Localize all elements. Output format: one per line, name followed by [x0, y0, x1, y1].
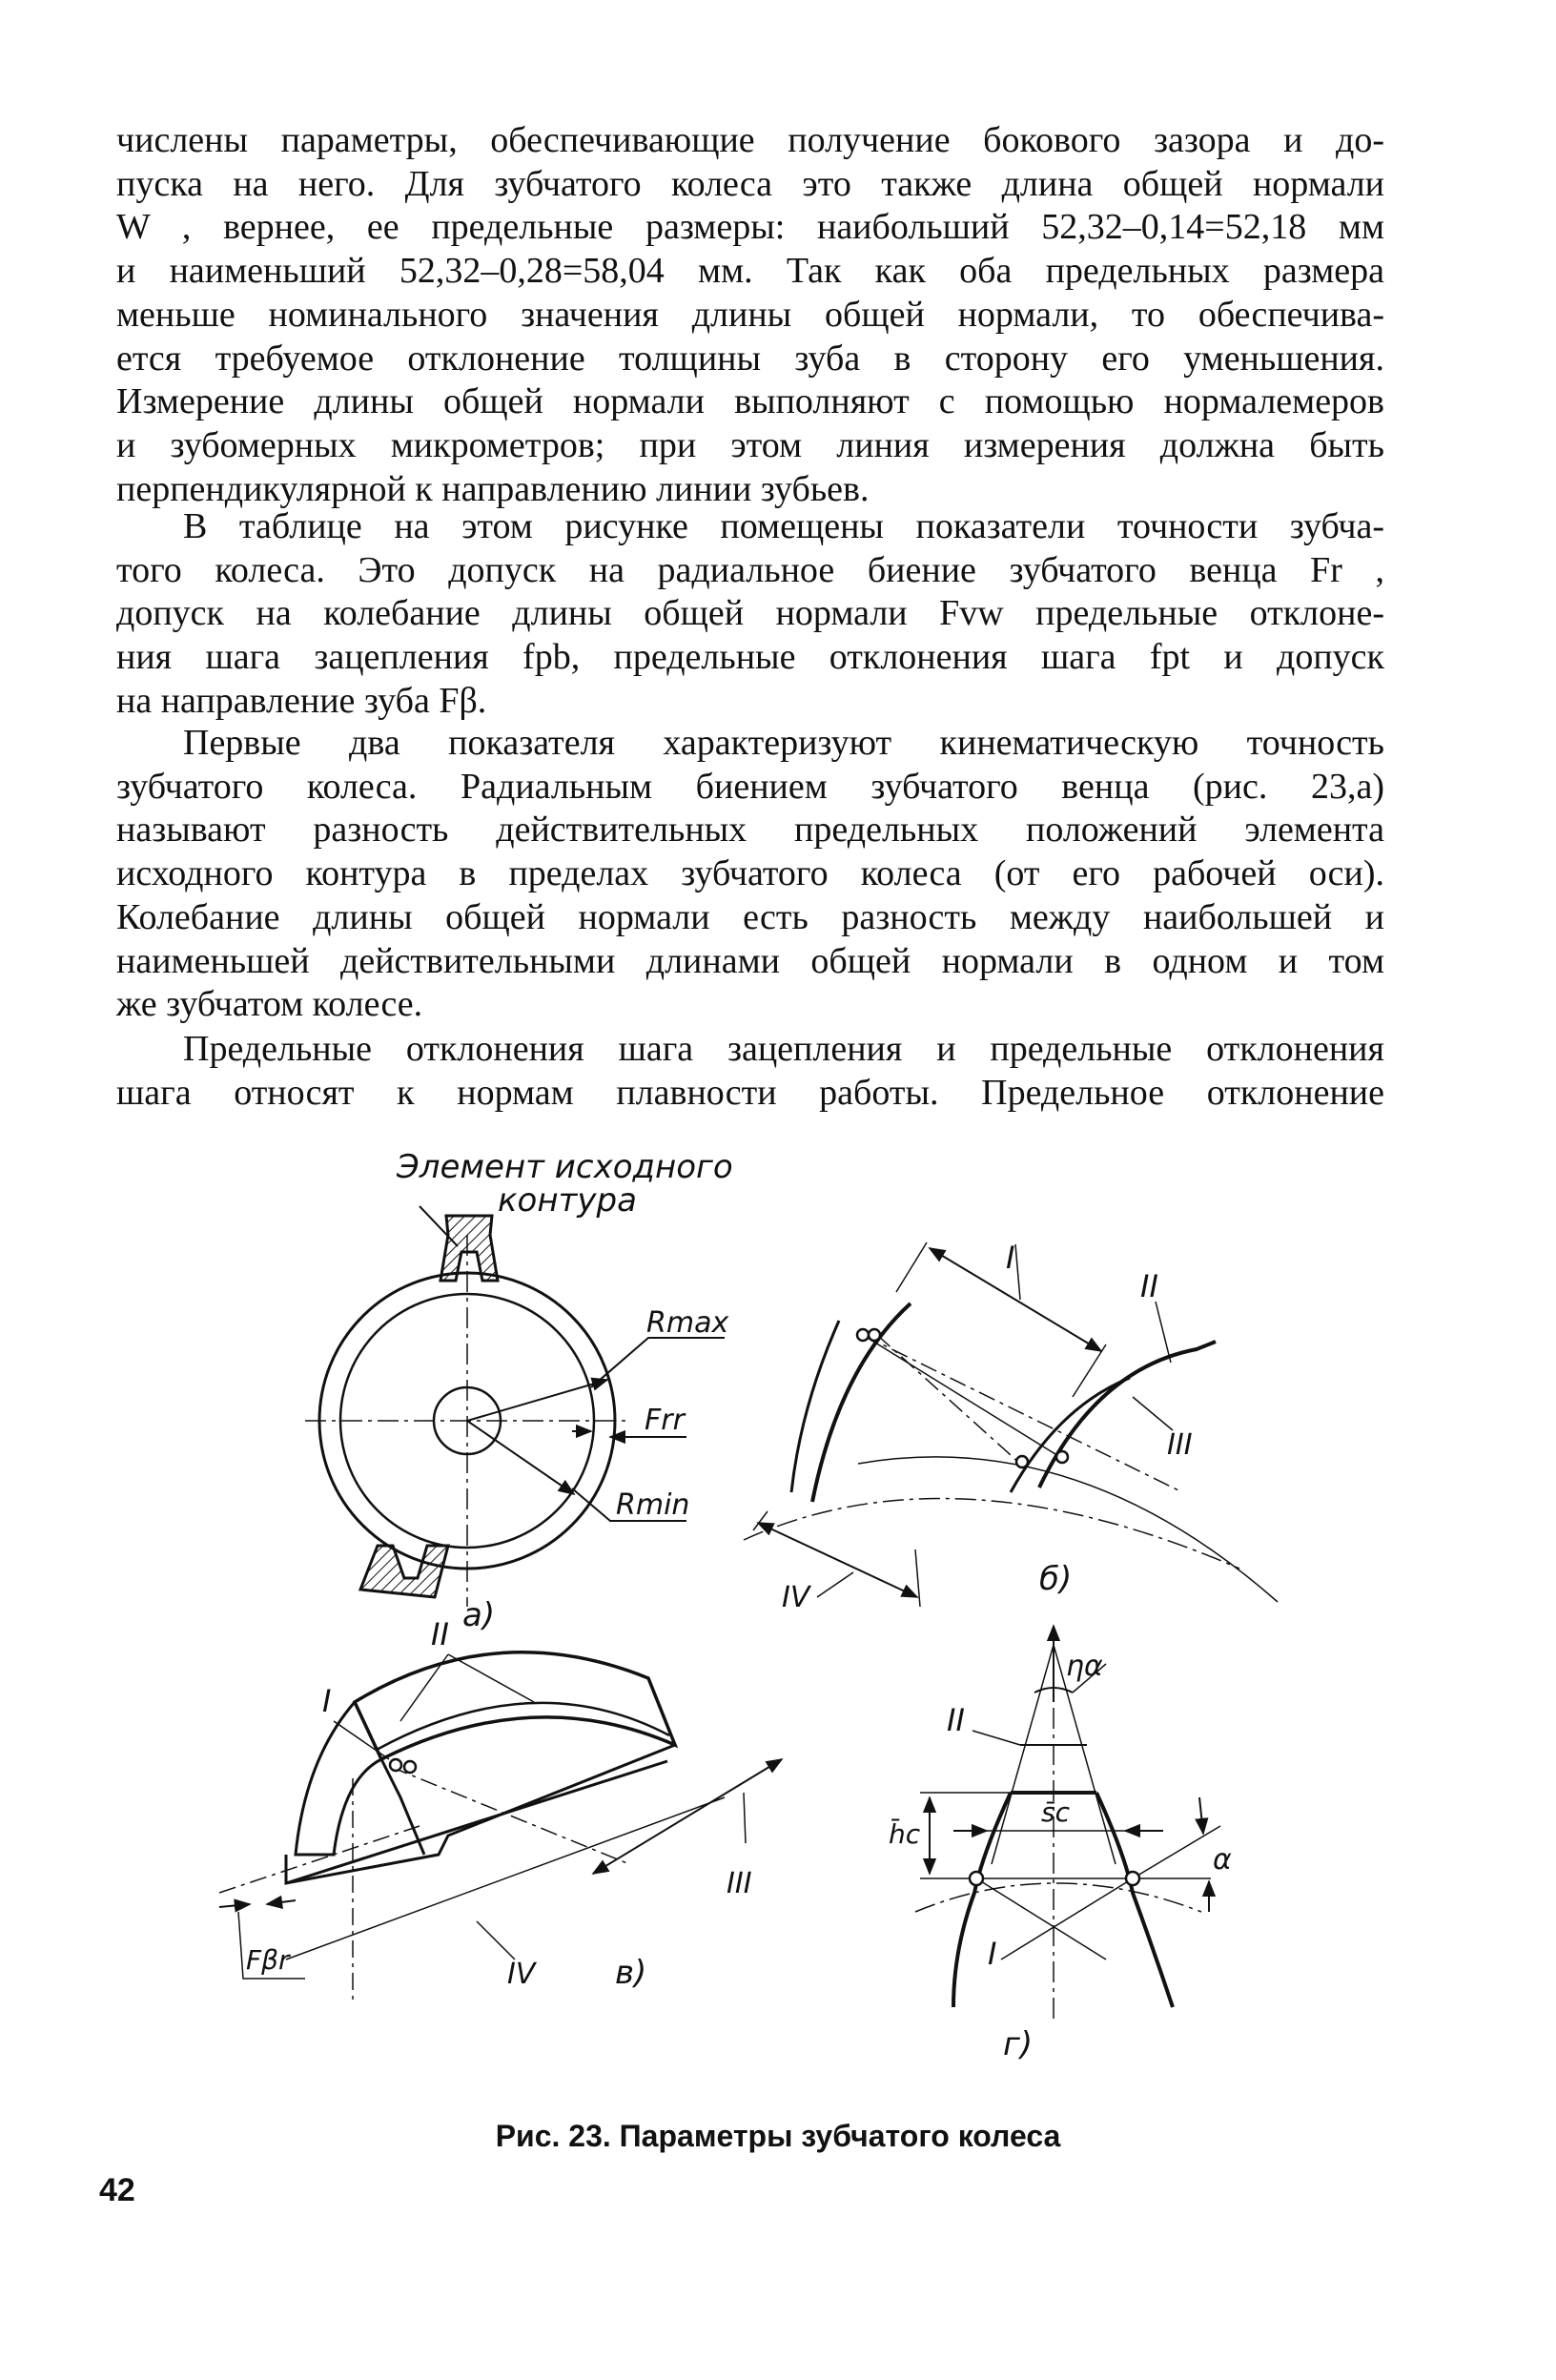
- normal-line-3: [863, 1335, 1063, 1459]
- text-line: наименьшей действительными длинами общей нормали в одном и том: [116, 940, 1384, 981]
- rmax-arrow: [467, 1380, 607, 1421]
- extension-line-1: [896, 1242, 927, 1292]
- paragraph-1: [116, 119, 1384, 511]
- text-line: В таблице на этом рисунке помещены показатели точности зубча-: [183, 506, 1384, 546]
- tooth-end-profile: [286, 1745, 675, 1883]
- label-frr: Frr: [645, 1404, 685, 1437]
- paragraph-3: [116, 722, 1384, 1027]
- label-element-line1: Элемент исходного: [397, 1148, 733, 1186]
- pitch-circle-arc: [915, 1883, 1201, 1912]
- text-line: Колебание длины общей нормали есть разность между наибольшей и: [116, 896, 1384, 937]
- sublabel-b: б): [1039, 1560, 1073, 1598]
- subfigure-d: [889, 1626, 1232, 2063]
- dim-IV-line: [286, 1797, 725, 1959]
- dim-I-arrow: [930, 1248, 1101, 1351]
- contact-point: [390, 1759, 401, 1771]
- leader-II-1: [400, 1654, 448, 1721]
- text-line: называют разность действительных предельных положений элемента: [116, 810, 1384, 851]
- tooth-right-profile: [1096, 1793, 1173, 2007]
- label-IV: IV: [782, 1581, 810, 1614]
- extension-line-2: [1073, 1344, 1106, 1397]
- label-hc: h̄c: [889, 1818, 921, 1850]
- leader-I: [334, 1721, 389, 1759]
- contact-point: [1056, 1451, 1068, 1463]
- rack-tooth-top: [440, 1216, 498, 1281]
- contact-line: [391, 1767, 629, 1864]
- subfigure-a: [305, 1148, 733, 1634]
- alpha-line: [1133, 1826, 1220, 1878]
- text-line: ния шага зацепления fpb, предельные отклонения шага fpt и допуск: [116, 637, 1384, 678]
- label-alpha: α: [1213, 1843, 1232, 1877]
- text-line: перпендикулярной к направлению линии зубьев.: [116, 468, 870, 509]
- label-element-line2: контура: [498, 1181, 637, 1220]
- text-line: и наименьший 52,32–0,28=58,04 мм. Так как оба предельных размера: [116, 251, 1384, 292]
- rmax-leader: [591, 1338, 725, 1387]
- alpha-arrow-1: [1199, 1797, 1203, 1834]
- pressure-line-2: [1001, 1878, 1133, 1959]
- leader-IV: [817, 1572, 853, 1597]
- contact-point: [869, 1329, 880, 1341]
- text-line: исходного контура в пределах зубчатого колеса (от его рабочей оси).: [116, 853, 1384, 894]
- label-II: II: [1140, 1268, 1158, 1304]
- text-line: Измерение длины общей нормали выполняют с помощью нормалемеров: [116, 381, 1384, 422]
- tooth-bottom-edge: [286, 1761, 667, 1883]
- leader-II: [972, 1731, 1020, 1745]
- text-line: же зубчатом колесе.: [116, 984, 423, 1025]
- figure-caption: Рис. 23. Параметры зубчатого колеса: [495, 2119, 1061, 2153]
- text-line: W , вернее, ее предельные размеры: наибольший 52,32–0,14=52,18 мм: [116, 207, 1384, 248]
- contact-point: [404, 1761, 416, 1773]
- tooth-top-surface: [355, 1652, 675, 1759]
- label-rmax: Rmax: [646, 1306, 729, 1340]
- figure-23: [0, 1130, 1556, 2122]
- extension-line-3: [753, 1511, 768, 1530]
- text-line: шага относят к нормам плавности работы. Предельное отклонение: [116, 1072, 1384, 1113]
- label-sc: s̄c: [1041, 1796, 1070, 1828]
- text-line: Предельные отклонения шага зацепления и предельные отклонения: [183, 1029, 1384, 1069]
- contact-point: [1016, 1456, 1028, 1467]
- contact-point: [970, 1872, 983, 1885]
- leader-III: [744, 1793, 746, 1843]
- text-line: на направление зуба Fβ.: [116, 680, 487, 721]
- text-line: и зубомерных микрометров; при этом линия измерения должна быть: [116, 424, 1384, 465]
- text-line: меньше номинального значения длины общей нормали, то обеспечива-: [116, 294, 1384, 335]
- extension-line-4: [915, 1549, 920, 1607]
- text-line: допуск на колебание длины общей нормали Fvw предельные отклоне-: [116, 593, 1384, 634]
- fbr-arrow-2: [267, 1900, 296, 1904]
- label-I: I: [322, 1683, 332, 1719]
- leader-II: [1156, 1302, 1171, 1363]
- leader-IV: [477, 1921, 515, 1959]
- label-II: II: [947, 1702, 965, 1738]
- subfigure-b: [744, 1240, 1278, 1614]
- label-III: III: [1167, 1428, 1193, 1462]
- contact-point: [857, 1329, 869, 1341]
- sublabel-d: г): [1003, 2025, 1034, 2063]
- text-line: числены параметры, обеспечивающие получение бокового зазора и до-: [116, 120, 1384, 160]
- label-II: II: [431, 1616, 449, 1652]
- label-IV: IV: [507, 1958, 536, 1991]
- label-rmin: Rmin: [616, 1488, 690, 1522]
- fbr-arrow-1: [219, 1904, 250, 1907]
- text-line: того колеса. Это допуск на радиальное биение зубчатого венца Fr ,: [116, 549, 1384, 590]
- text-line: Первые два показателя характеризуют кинематическую точность: [183, 723, 1384, 763]
- contact-point: [1126, 1872, 1139, 1885]
- text-line: зубчатого колеса. Радиальным биением зубчатого венца (рис. 23,а): [116, 766, 1384, 807]
- rmin-arrow: [467, 1421, 574, 1494]
- leader-I: [1015, 1244, 1020, 1300]
- axis-line-2: [219, 1826, 420, 1893]
- normal-line-1: [863, 1335, 1182, 1492]
- label-I: I: [1006, 1240, 1015, 1276]
- sublabel-a: а): [462, 1596, 496, 1634]
- pitch-circle-arc: [744, 1499, 1239, 1569]
- label-eta: ηα: [1066, 1650, 1103, 1683]
- leader-III: [1133, 1397, 1173, 1430]
- sublabel-c: в): [615, 1954, 647, 1992]
- page-number: 42: [99, 2172, 135, 2208]
- label-I: I: [988, 1936, 997, 1972]
- paragraph-4: [116, 1028, 1384, 1115]
- text-line: ется требуемое отклонение толщины зуба в сторону его уменьшения.: [116, 338, 1384, 379]
- text-line: пуска на него. Для зубчатого колеса это также длина общей нормали: [116, 163, 1384, 204]
- label-fbr: Fβr: [246, 1944, 290, 1976]
- paragraph-2: [116, 505, 1384, 724]
- leader-II-2: [448, 1654, 534, 1702]
- normal-line-2: [877, 1335, 1020, 1464]
- subfigure-c: [219, 1616, 782, 2002]
- label-III: III: [727, 1867, 752, 1900]
- tooth-left-flank-2: [791, 1321, 839, 1492]
